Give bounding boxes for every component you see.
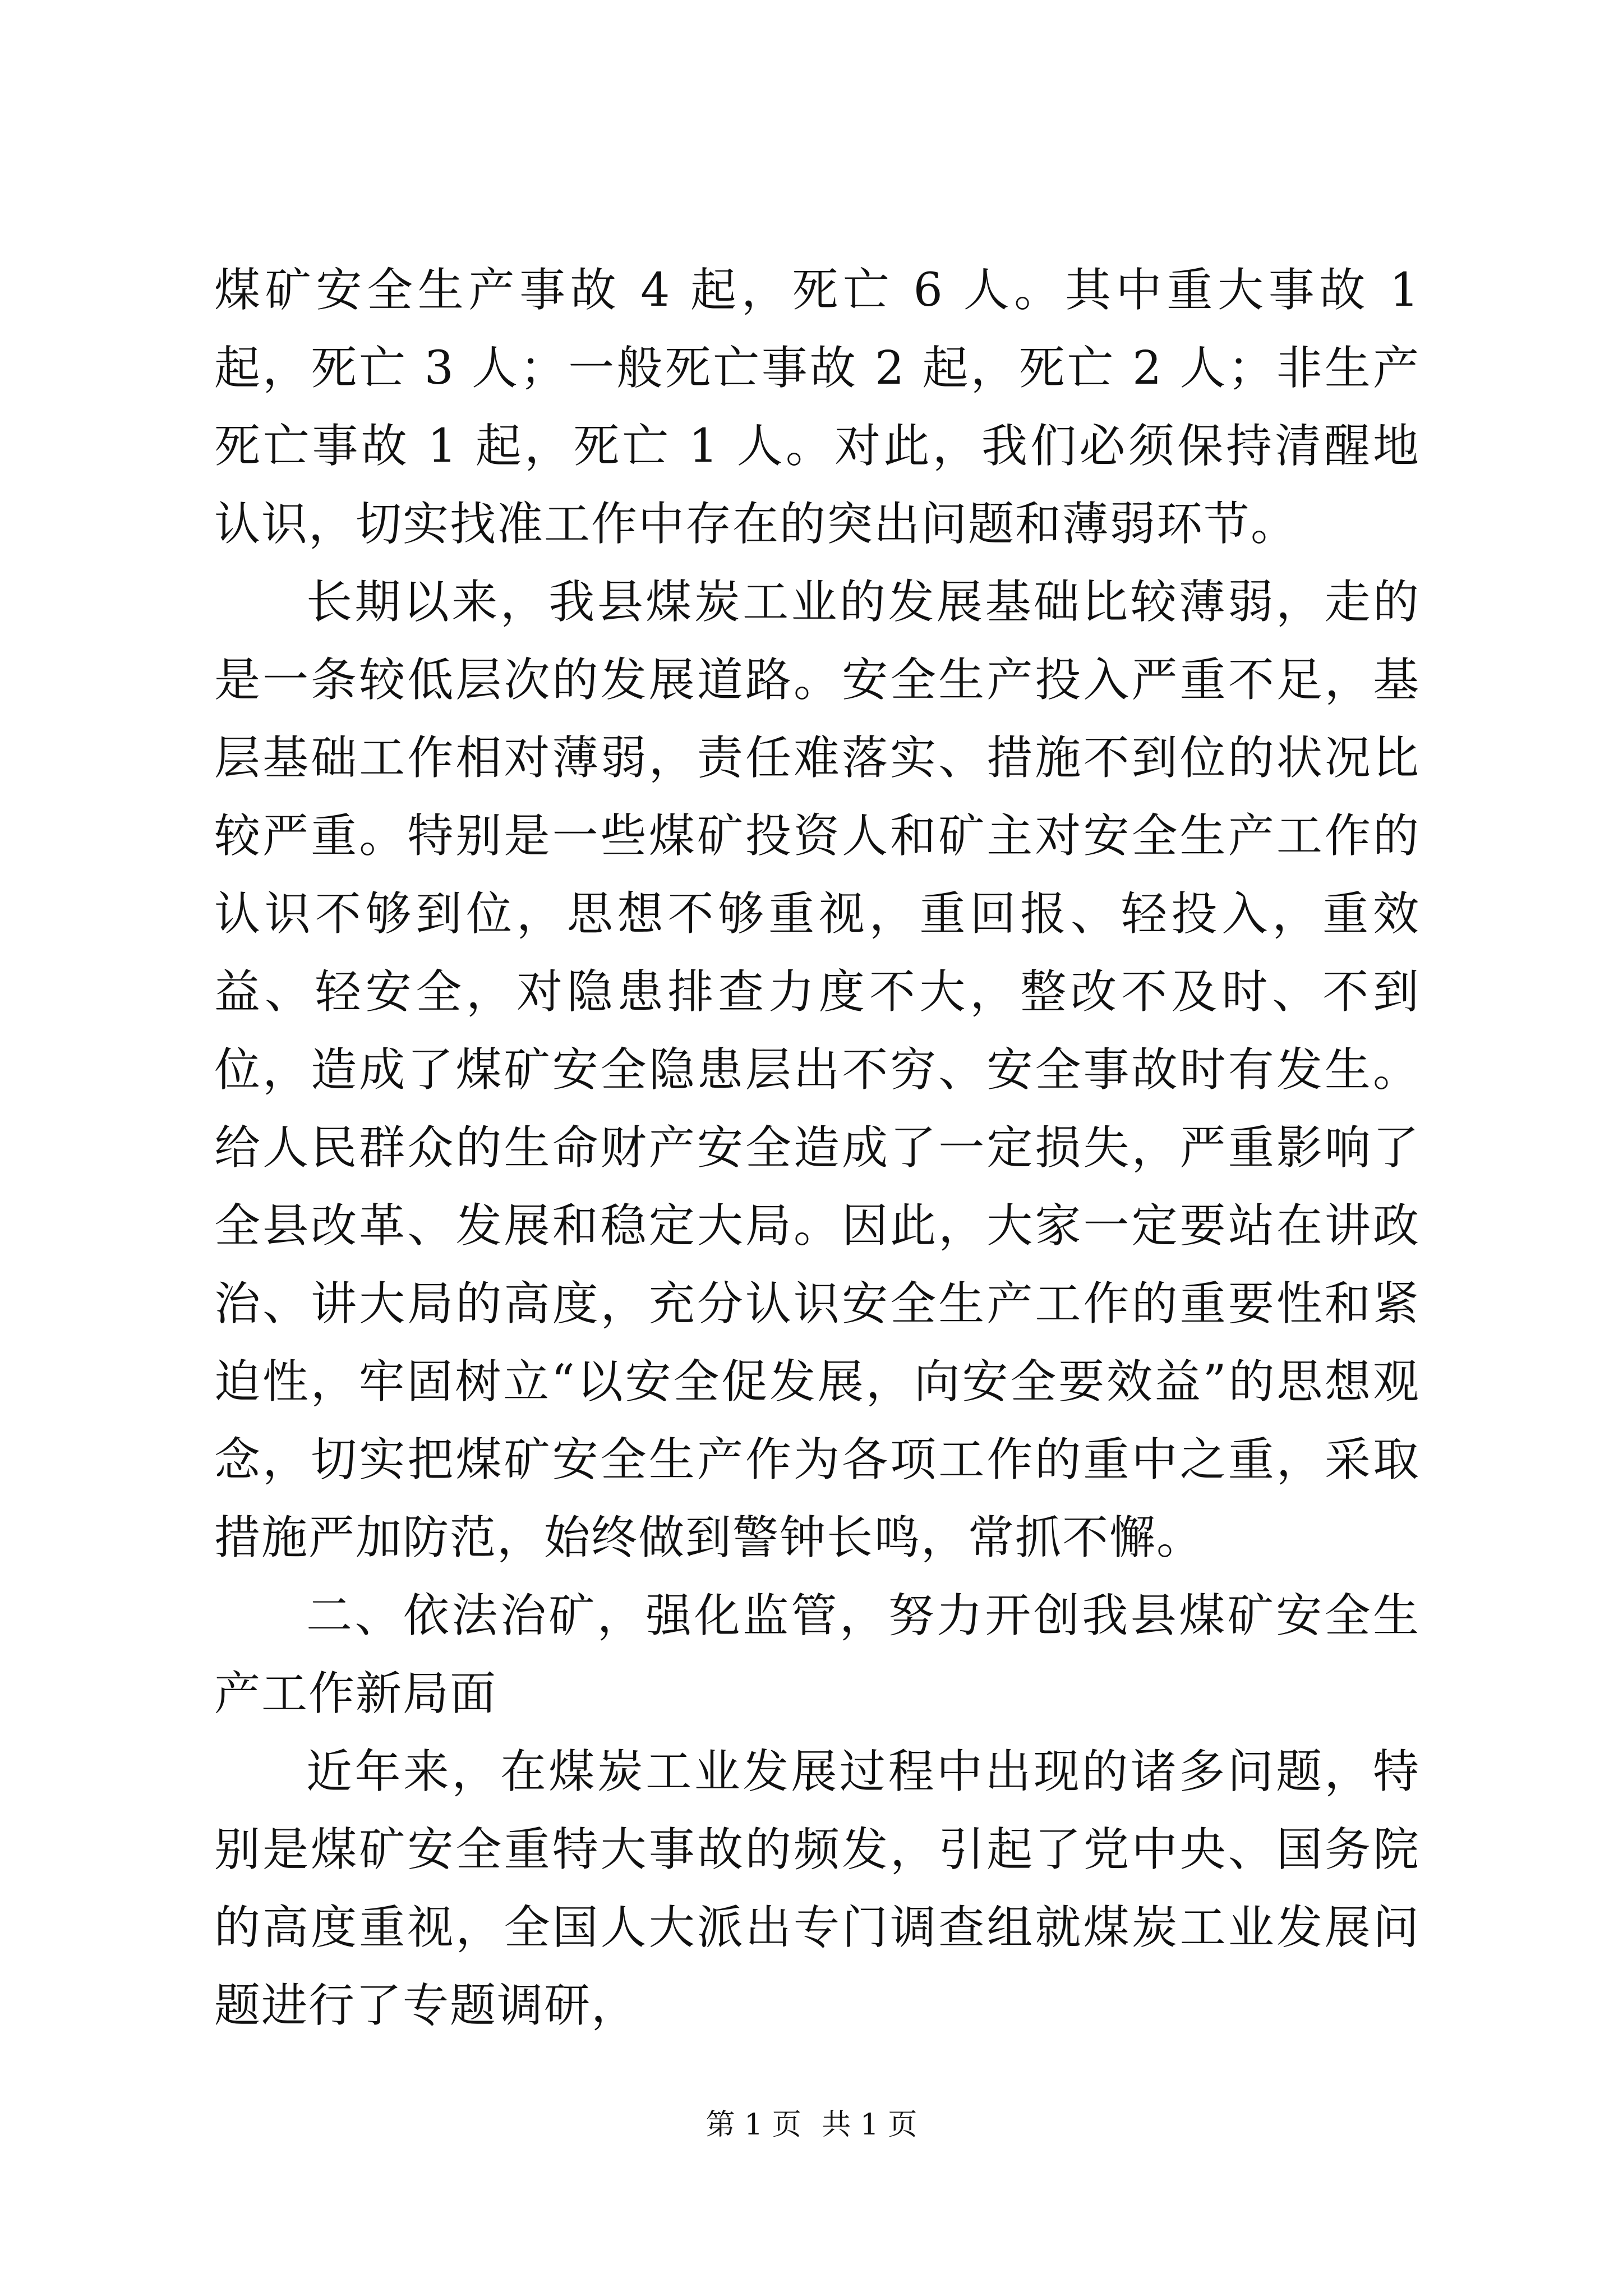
- page-footer: [0, 2101, 1623, 2143]
- paragraph-accident-stats: 煤矿安全生产事故 4 起，死亡 6 人。其中重大事故 1 起，死亡 3 人；一般死亡事故 2 起，死亡 2 人；非生产死亡事故 1 起，死亡 1 人。对此，我们必须保持清醒地认识，切实找准工作中存在的突出问题和薄弱环节。: [214, 264, 1420, 551]
- paragraph-recent-years: 近年来，在煤炭工业发展过程中出现的诸多问题，特别是煤矿安全重特大事故的频发，引起了党中央、国务院的高度重视，全国人大派出专门调查组就煤炭工业发展问题进行了专题调研，: [214, 1745, 1420, 2032]
- page-number: 第 1 页: [706, 2108, 801, 2142]
- page-total: 共 1 页: [822, 2108, 917, 2142]
- paragraph-background: 长期以来，我县煤炭工业的发展基础比较薄弱，走的是一条较低层次的发展道路。安全生产投入严重不足，基层基础工作相对薄弱，责任难落实、措施不到位的状况比较严重。特别是一些煤矿投资人和矿主对安全生产工作的认识不够到位，思想不够重视，重回报、轻投入，重效益、轻安全，对隐患排查力度不大，整改不及时、不到位，造成了煤矿安全隐患层出不穷、安全事故时有发生。给人民群众的生命财产安全造成了一定损失，严重影响了全县改革、发展和稳定大局。因此，大家一定要站在讲政治、讲大局的高度，充分认识安全生产工作的重要性和紧迫性，牢固树立“以安全促发展，向安全要效益”的思想观念，切实把煤矿安全生产作为各项工作的重中之重，采取措施严加防范，始终做到警钟长鸣，常抓不懈。: [214, 576, 1420, 1565]
- body-text: [214, 251, 1420, 2045]
- section-heading: 二、依法治矿，强化监管，努力开创我县煤矿安全生产工作新局面: [214, 1589, 1420, 1720]
